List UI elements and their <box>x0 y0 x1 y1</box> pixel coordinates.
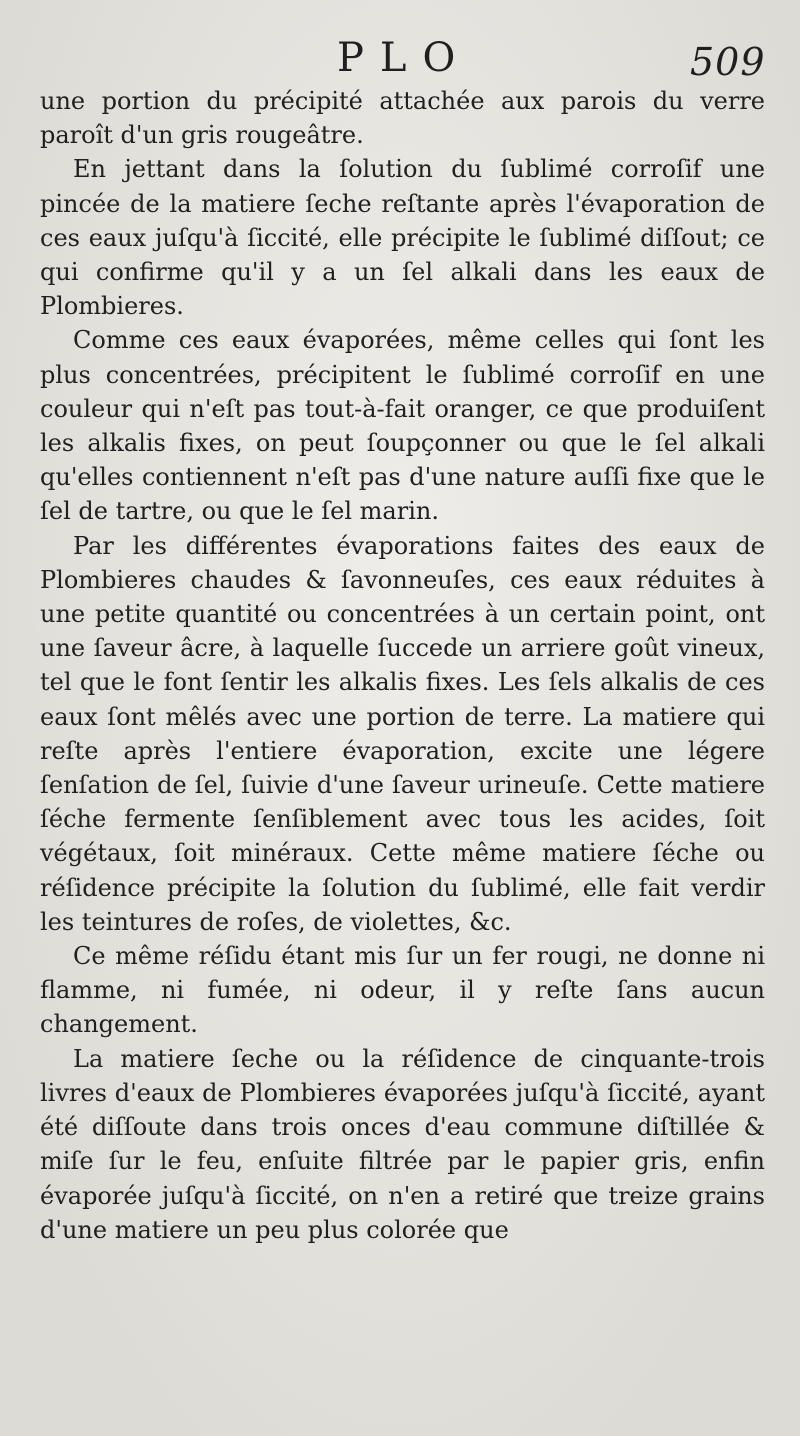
paragraph-2: En jettant dans la ſolution du ſublimé corroſif une pincée de la matiere ſeche reſtante après l'évaporation de ces eaux juſqu'à ſiccité, elle précipite le ſublimé diſſout; ce qui confirme qu'il y a un ſel alkali dans les eaux de Plombieres. <box>40 155 765 321</box>
running-head: PLO <box>337 35 472 81</box>
paragraph-1: une portion du précipité attachée aux parois du verre paroît d'un gris rougeâtre. <box>40 87 765 150</box>
paragraph-6: La matiere ſeche ou la réſidence de cinquante-trois livres d'eaux de Plombieres évaporées juſqu'à ſiccité, ayant été diſſoute dans trois onces d'eau commune diſtillée & miſe ſur le feu, enſuite filtrée par le papier gris, enfin évaporée juſqu'à ſiccité, on n'en a retiré que treize grains d'une matiere un peu plus colorée que <box>40 1044 765 1244</box>
paragraph-3: Comme ces eaux évaporées, même celles qui ſont les plus concentrées, précipitent le ſublimé corroſif en une couleur qui n'eſt pas tout-à-fait oranger, ce que produiſent les alkalis fixes, on peut ſoupçonner ou que le ſel alkali qu'elles contiennent n'eſt pas d'une nature auſſi fixe que le ſel de tartre, ou que le ſel marin. <box>40 326 765 526</box>
paragraph-5: Ce même réſidu étant mis ſur un fer rougi, ne donne ni flamme, ni fumée, ni odeur, il y reſte ſans aucun changement. <box>40 942 765 1039</box>
paragraph-4: Par les différentes évaporations faites des eaux de Plombieres chaudes & ſavonneuſes, ces eaux réduites à une petite quantité ou concentrées à un certain point, ont une ſaveur âcre, à laquelle ſuccede un arriere goût vineux, tel que le font ſentir les alkalis fixes. Les ſels alkalis de ces eaux ſont mêlés avec une portion de terre. La matiere qui reſte après l'entiere évaporation, excite une légere ſenſation de ſel, ſuivie d'une ſaveur urineuſe. Cette matiere ſéche fermente ſenſiblement avec tous les acides, ſoit végétaux, ſoit minéraux. Cette même matiere ſéche ou réſidence précipite la ſolution du ſublimé, elle fait verdir les teintures de roſes, de violettes, &c. <box>40 531 765 936</box>
page-header <box>0 28 800 84</box>
page-number: 509 <box>690 40 766 84</box>
body-text <box>40 84 765 1247</box>
